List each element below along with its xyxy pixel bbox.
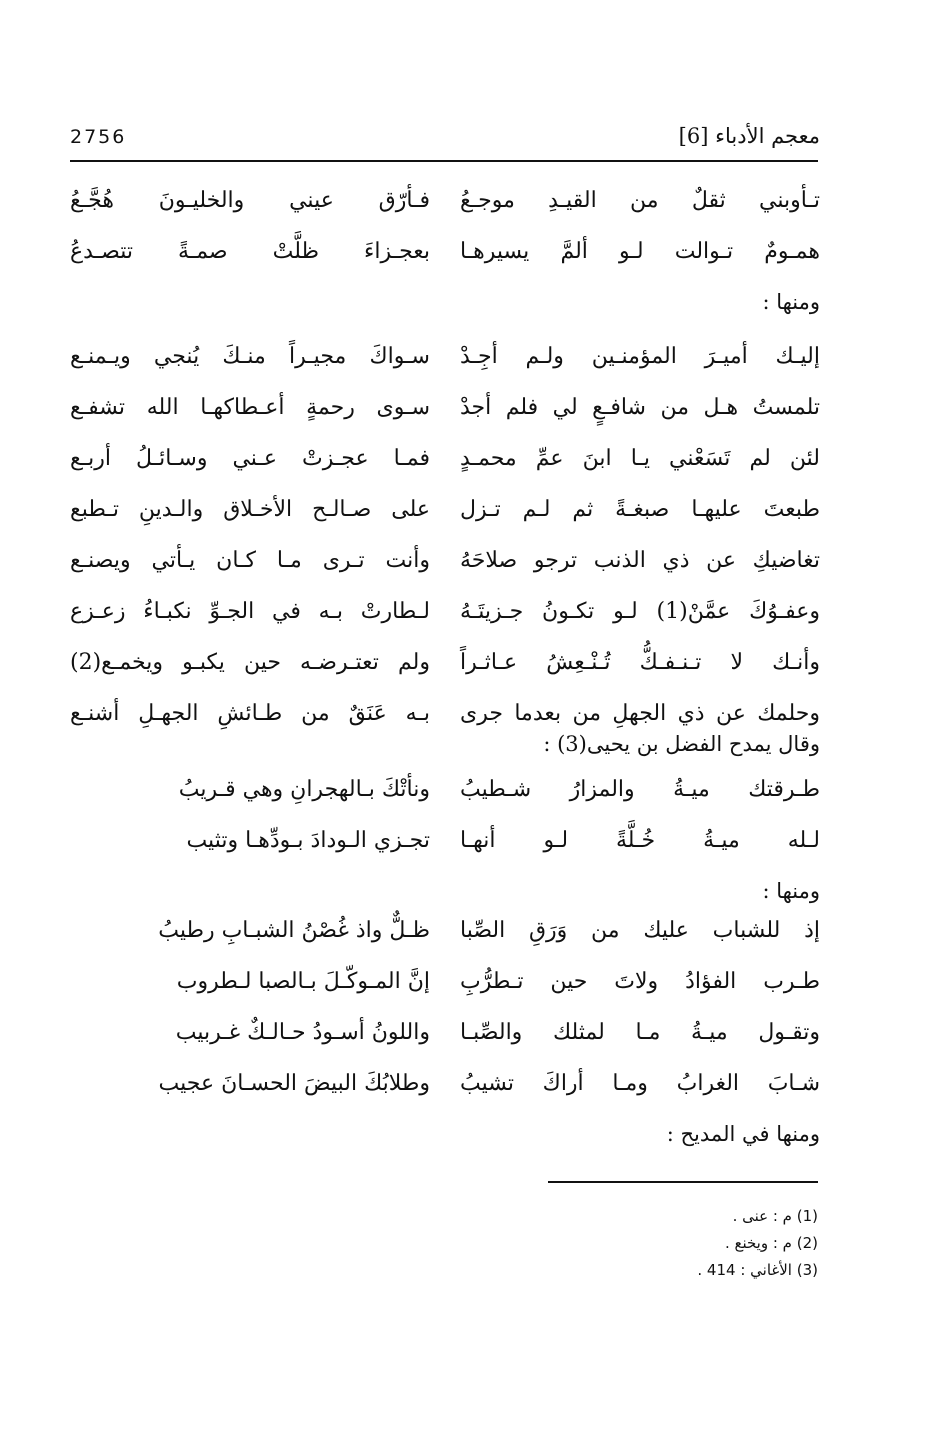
verse-second-hemistich: فمـا عجـزتْ عـني وسـائـلُ أربـع xyxy=(70,446,430,471)
verse-first-hemistich: إليـك أميـرَ المؤمنـين ولـم أجِـدْ xyxy=(460,344,820,369)
verse-second-hemistich: ونأتْكَ بـالهجرانِ وهي قـريبُ xyxy=(178,777,430,802)
verse-second-hemistich: بعجـزاءَ ظلَّتْ صمـةً تتصـدعُ xyxy=(70,239,430,264)
verse-line xyxy=(70,918,820,969)
verse-first-hemistich: لئن لم تَسَعْني يـا ابنَ عمِّ محمـدٍ xyxy=(460,446,820,471)
verse-first-hemistich: لـله ميـةُ خُـلَّةً لـو أنهـا xyxy=(460,828,820,853)
verse-second-hemistich: وأنت تـرى مـا كـان يـأتي ويصنـع xyxy=(70,548,430,573)
verse-second-hemistich: إنَّ المـوكّـلَ بـالصبا لـطروب xyxy=(176,969,430,994)
verse-line xyxy=(70,828,820,879)
section-note: ومنها : xyxy=(762,290,820,314)
poem-section-1 xyxy=(70,188,820,335)
verse-second-hemistich: سـوى رحمةٍ أعـطاكهـا الله تشفـع xyxy=(70,395,430,420)
verse-first-hemistich: طبعتَ عليهـا صبغـةً ثم لـم تـزل xyxy=(460,497,820,522)
header-rule xyxy=(70,160,818,162)
verse-second-hemistich: على صـالـح الأخـلاق والـدينِ تـطبع xyxy=(70,497,430,522)
footnote-2: (2) م : ويخنع . xyxy=(724,1234,818,1252)
verse-first-hemistich: إذ للشباب عليك من وَرَقِ الصِّبا xyxy=(460,918,820,943)
verse-line xyxy=(70,188,820,239)
page-number: 2756 xyxy=(70,126,127,148)
verse-second-hemistich: لـطارتْ بـه في الجـوِّ نكبـاءُ زعـزع xyxy=(70,599,430,624)
section-note: ومنها في المديح : xyxy=(666,1122,820,1146)
verse-second-hemistich: وطلابُكَ البيضَ الحسـانَ عجيب xyxy=(158,1071,430,1096)
verse-line xyxy=(70,446,820,497)
verse-first-hemistich: همـومٌ تـوالت لـو ألمَّ يسيرهـا xyxy=(460,239,820,264)
verse-first-hemistich: تغاضيكِ عن ذي الذنب ترجو صلاحَهُ xyxy=(460,548,820,573)
verse-line xyxy=(70,969,820,1020)
footnote-rule xyxy=(548,1181,818,1183)
footnote-3: (3) الأغاني : 414 . xyxy=(697,1261,818,1279)
verse-second-hemistich: ظـلٌّ واذ غُصْنُ الشبـابِ رطيبُ xyxy=(158,918,430,943)
verse-first-hemistich: وحلمك عن ذي الجهلِ من بعدما جرى xyxy=(460,701,820,726)
footnote-1: (1) م : عنى . xyxy=(732,1207,818,1225)
verse-line xyxy=(70,548,820,599)
verse-line xyxy=(70,599,820,650)
verse-second-hemistich: بـه عَنَقٌ من طـائشِ الجهـلِ أشنـع xyxy=(70,701,430,726)
verse-line xyxy=(70,497,820,548)
verse-line xyxy=(70,344,820,395)
verse-line xyxy=(70,650,820,701)
poem-section-2 xyxy=(70,344,820,752)
verse-second-hemistich: فـأرّق عيني والخليـونَ هُجَّـعُ xyxy=(70,188,430,213)
verse-line xyxy=(70,777,820,828)
verse-first-hemistich: وتقـول ميـةُ مـا لمثلك والصِّبـا xyxy=(460,1020,820,1045)
section-intro: وقال يمدح الفضل بن يحيى(3) : xyxy=(543,732,820,756)
verse-first-hemistich: تـأوبني ثقلٌ من القيـدِ موجـعُ xyxy=(460,188,820,213)
verse-line xyxy=(70,395,820,446)
verse-second-hemistich: ولم تعتـرضـه حين يكبـو ويخمـع(2) xyxy=(70,650,430,675)
footnotes xyxy=(697,1207,818,1288)
verse-first-hemistich: وعفـوُكَ عمَّنْ(1) لـو تكـونُ جـزيتَـهُ xyxy=(460,599,820,624)
verse-first-hemistich: طـرقتك ميـةُ والمزارُ شـطيبُ xyxy=(460,777,820,802)
verse-line xyxy=(70,239,820,290)
verse-line xyxy=(70,1071,820,1122)
verse-line xyxy=(70,1020,820,1071)
section-note: ومنها : xyxy=(762,879,820,903)
verse-first-hemistich: وأنـك لا تـنـفـكُّ تُـنْـعِشُ عـاثـراً xyxy=(460,650,820,675)
poem-section-3 xyxy=(70,732,820,924)
verse-first-hemistich: تلمستُ هـل من شافـعٍ لي فلم أجدْ xyxy=(460,395,820,420)
verse-second-hemistich: واللونُ أسـودُ حـالـكٌ غـربيب xyxy=(175,1020,430,1045)
poem-section-4 xyxy=(70,918,820,1167)
verse-first-hemistich: طـرب الفؤادُ ولاتَ حين تـطرُّبِ xyxy=(460,969,820,994)
running-header-title: معجم الأدباء [6] xyxy=(678,124,820,148)
verse-second-hemistich: تجـزي الـودادَ بـودِّهـا وتثيب xyxy=(186,828,430,853)
verse-second-hemistich: سـواكَ مجيـراً منـكَ يُنجي ويـمنـع xyxy=(70,344,430,369)
verse-first-hemistich: شـابَ الغرابُ ومـا أراكَ تشيبُ xyxy=(460,1071,820,1096)
